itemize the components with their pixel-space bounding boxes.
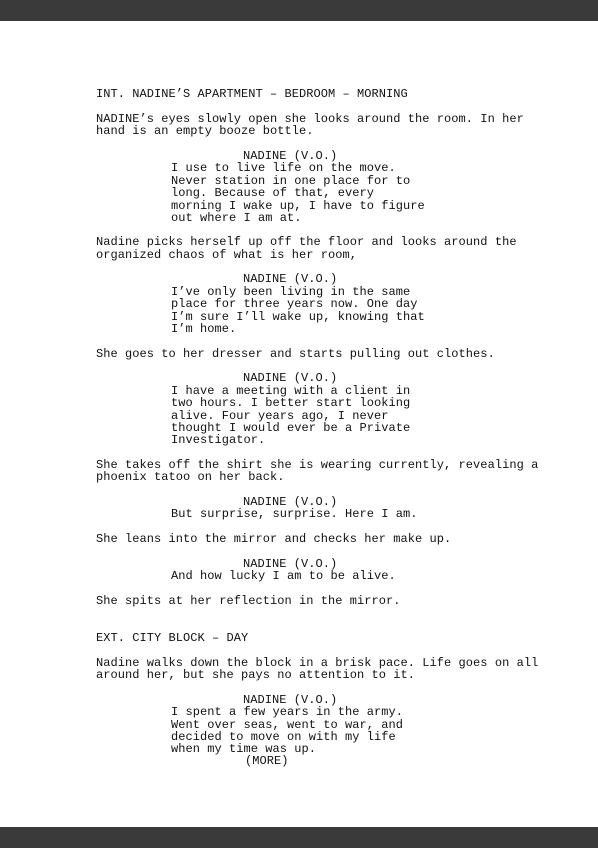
action-line: around her, but she pays no attention to it. — [96, 668, 416, 682]
bottom-viewer-bar — [0, 827, 598, 848]
scene-heading: EXT. CITY BLOCK – DAY — [96, 631, 249, 645]
character-cue: NADINE (V.O.) — [243, 272, 338, 286]
action-line: She goes to her dresser and starts pulling out clothes. — [96, 347, 495, 361]
action-line: phoenix tatoo on her back. — [96, 470, 285, 484]
screenplay-page — [0, 21, 598, 827]
dialogue-line: alive. Four years ago, I never — [171, 409, 389, 423]
dialogue-line: I use to live life on the move. — [171, 161, 396, 175]
scene-heading: INT. NADINE’S APARTMENT – BEDROOM – MORNING — [96, 87, 408, 101]
dialogue-line: Never station in one place for to — [171, 174, 411, 188]
character-cue: NADINE (V.O.) — [243, 495, 338, 509]
action-line: She leans into the mirror and checks her make up. — [96, 532, 452, 546]
dialogue-line: I’m sure I’ll wake up, knowing that — [171, 310, 425, 324]
action-line: Nadine picks herself up off the floor and looks around the — [96, 235, 517, 249]
dialogue-line: I’m home. — [171, 322, 237, 336]
dialogue-line: Went over seas, went to war, and — [171, 718, 404, 732]
dialogue-line: I spent a few years in the army. — [171, 705, 404, 719]
dialogue-line: decided to move on with my life — [171, 730, 396, 744]
character-cue: NADINE (V.O.) — [243, 149, 338, 163]
dialogue-line: place for three years now. One day — [171, 297, 418, 311]
character-cue: NADINE (V.O.) — [243, 693, 338, 707]
dialogue-line: out where I am at. — [171, 211, 302, 225]
character-cue: NADINE (V.O.) — [243, 371, 338, 385]
more-marker: (MORE) — [245, 754, 289, 768]
dialogue-line: I’ve only been living in the same — [171, 285, 411, 299]
action-line: hand is an empty booze bottle. — [96, 124, 314, 138]
dialogue-line: morning I wake up, I have to figure — [171, 199, 425, 213]
dialogue-line: And how lucky I am to be alive. — [171, 569, 396, 583]
top-viewer-bar — [0, 0, 598, 21]
dialogue-line: But surprise, surprise. Here I am. — [171, 507, 418, 521]
action-line: She takes off the shirt she is wearing currently, revealing a — [96, 458, 539, 472]
dialogue-line: long. Because of that, every — [171, 186, 375, 200]
action-line: Nadine walks down the block in a brisk pace. Life goes on all — [96, 656, 539, 670]
character-cue: NADINE (V.O.) — [243, 557, 338, 571]
dialogue-line: when my time was up. — [171, 742, 317, 756]
dialogue-line: two hours. I better start looking — [171, 396, 411, 410]
action-line: organized chaos of what is her room, — [96, 248, 358, 262]
action-line: NADINE’s eyes slowly open she looks around the room. In her — [96, 112, 524, 126]
dialogue-line: thought I would ever be a Private — [171, 421, 411, 435]
dialogue-line: Investigator. — [171, 433, 266, 447]
dialogue-line: I have a meeting with a client in — [171, 384, 411, 398]
action-line: She spits at her reflection in the mirror. — [96, 594, 401, 608]
